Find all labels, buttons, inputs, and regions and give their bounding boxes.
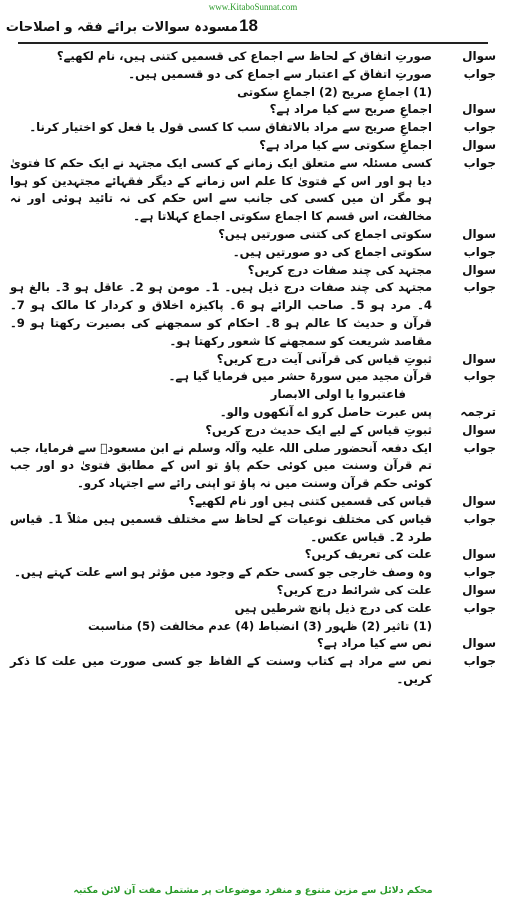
translation-text: پس عبرت حاصل کرو اے آنکھوں والو۔	[219, 404, 432, 419]
answer-label: جواب	[463, 244, 496, 259]
answer-text: علت کی درج ذیل پانچ شرطیں ہیں	[234, 600, 432, 615]
question-row	[10, 351, 496, 369]
answer-row	[10, 653, 496, 689]
answer-label: جواب	[463, 565, 496, 580]
question-label: سوال	[462, 262, 496, 277]
question-row	[10, 582, 496, 600]
question-row	[10, 635, 496, 653]
answer-label: جواب	[463, 369, 496, 384]
footer-text: محکم دلائل سے مزین متنوع و منفرد موضوعات پر مشتمل مفت آن لائن مکتبہ	[73, 885, 433, 896]
question-label: سوال	[462, 351, 496, 366]
question-text: قیاس کی قسمیں کتنی ہیں اور نام لکھیے؟	[188, 493, 432, 508]
question-text: سکوتی اجماع کی کتنی صورتیں ہیں؟	[218, 226, 432, 241]
answer-text: نص سے مراد ہے کتاب وسنت کے الفاظ جو کسی صورت میں علت کا ذکر کریں۔	[10, 654, 432, 686]
answer-row	[10, 564, 496, 582]
answer-text: قیاس کی مختلف نوعیات کے لحاظ سے مختلف قسمیں ہیں مثلاً 1۔ قیاس طرد 2۔ قیاس عکس۔	[10, 511, 432, 544]
question-label: سوال	[462, 102, 496, 117]
translation-label: ترجمہ	[460, 404, 496, 419]
site-url: www.KitaboSunnat.com	[208, 2, 298, 12]
answer-text: کسی مسئلہ سے متعلق ایک زمانے کے کسی ایک مجتہد نے ایک حکم کا فتویٰ دیا ہو اور اس کے فتویٰ کا علم اس زمانے کے دیگر فقہائے مجتہدین کو ہوا ہو مگر ان میں کسی کی جانب سے اس حکم کی نہ تائید ہوئی اور نہ مخالفت، اس قسم کا اجماع سکوتی اجماع کہلاتا ہے۔	[10, 155, 432, 224]
question-text: صورتِ اتفاق کے لحاظ سے اجماع کی قسمیں کتنی ہیں، نام لکھیے؟	[56, 49, 432, 63]
question-label: سوال	[462, 493, 496, 508]
question-text: ثبوتِ قیاس کی قرآنی آیت درج کریں؟	[216, 351, 432, 366]
list-line: (1) تاثیر (2) ظہور (3) انضباط (4) عدم مخالفت (5) مناسبت	[88, 618, 432, 633]
answer-text: سکوتی اجماع کی دو صورتیں ہیں۔	[232, 244, 432, 259]
answer-row	[10, 119, 496, 137]
running-title: مسودہ سوالات برائے فقہ و اصلاحات	[5, 20, 238, 35]
question-row	[10, 226, 496, 244]
question-row	[10, 493, 496, 511]
list-line: (1) اجماعِ صریح (2) اجماعِ سکوتی	[237, 84, 432, 99]
question-label: سوال	[462, 226, 496, 241]
translation-row	[10, 404, 496, 422]
page-header	[5, 16, 488, 44]
answer-label: جواب	[463, 440, 496, 455]
question-label: سوال	[462, 582, 496, 597]
answer-label: جواب	[463, 155, 496, 170]
answer-label: جواب	[463, 511, 496, 526]
answer-label: جواب	[463, 280, 496, 295]
answer-text: اجماعِ صریح سے مراد بالاتفاق سب کا کسی قول یا فعل کو اختیار کرنا۔	[29, 120, 432, 135]
question-text: اجماعِ سکوتی سے کیا مراد ہے؟	[259, 137, 432, 152]
answer-row	[10, 244, 496, 262]
answer-text: صورتِ اتفاق کے اعتبار سے اجماع کی دو قسمیں ہیں۔	[128, 66, 432, 81]
answer-row	[10, 368, 496, 386]
answer-label: جواب	[463, 654, 496, 669]
answer-row	[10, 155, 496, 226]
page-body	[10, 48, 496, 886]
answer-text: مجتہد کی چند صفات درج ذیل ہیں۔ 1۔ مومن ہو 2۔ عاقل ہو 3۔ بالغ ہو 4۔ مرد ہو 5۔ صاحب الرائے ہو 6۔ پاکیزہ اخلاق و کردار کا مالک ہو 7۔ قرآن و حدیث کا عالم ہو 8۔ احکام کو سمجھنے کی بصیرت رکھتا ہو 9۔ مقاصد شریعت کو سمجھنے کا شعور رکھتا ہو۔	[10, 280, 432, 348]
answer-text: قرآن مجید میں سورۃ حشر میں فرمایا گیا ہے۔	[168, 369, 432, 384]
question-label: سوال	[462, 547, 496, 562]
question-text: علت کی تعریف کریں؟	[304, 547, 432, 562]
answer-row	[10, 279, 496, 350]
question-row	[10, 546, 496, 564]
question-row	[10, 48, 496, 66]
question-text: علت کی شرائط درج کریں؟	[276, 582, 432, 597]
question-row	[10, 101, 496, 119]
question-row	[10, 262, 496, 280]
question-text: ثبوتِ قیاس کے لیے ایک حدیث درج کریں؟	[205, 422, 432, 437]
question-row	[10, 137, 496, 155]
question-row	[10, 422, 496, 440]
answer-row	[10, 66, 496, 84]
question-label: سوال	[462, 422, 496, 437]
question-text: اجماعِ صریح سے کیا مراد ہے؟	[269, 102, 432, 117]
question-label: سوال	[462, 137, 496, 152]
answer-row	[10, 440, 496, 493]
answer-label: جواب	[463, 120, 496, 135]
answer-label: جواب	[463, 600, 496, 615]
answer-text: ایک دفعہ آنحضور صلی اللہ علیہ وآلہ وسلم نے ابن مسعودؓ سے فرمایا، جب تم قرآن وسنت میں کوئی حکم پاؤ تو اس کے مطابق فتویٰ دو اور جب کوئی حکم قرآن وسنت میں نہ پاؤ تو اپنی رائے سے اجتہاد کرو۔	[10, 440, 432, 491]
question-text: نص سے کیا مراد ہے؟	[317, 636, 432, 651]
question-label: سوال	[462, 636, 496, 651]
answer-row	[10, 600, 496, 618]
page-number: 18	[239, 16, 258, 35]
answer-text: وہ وصف خارجی جو کسی حکم کے وجود میں مؤثر ہو اسے علت کہتے ہیں۔	[14, 565, 432, 580]
quran-verse: فاعتبروا یا اولی الابصار	[270, 387, 406, 402]
question-label: سوال	[462, 49, 496, 63]
answer-label: جواب	[463, 66, 496, 81]
question-text: مجتہد کی چند صفات درج کریں؟	[247, 262, 432, 277]
answer-row	[10, 511, 496, 547]
